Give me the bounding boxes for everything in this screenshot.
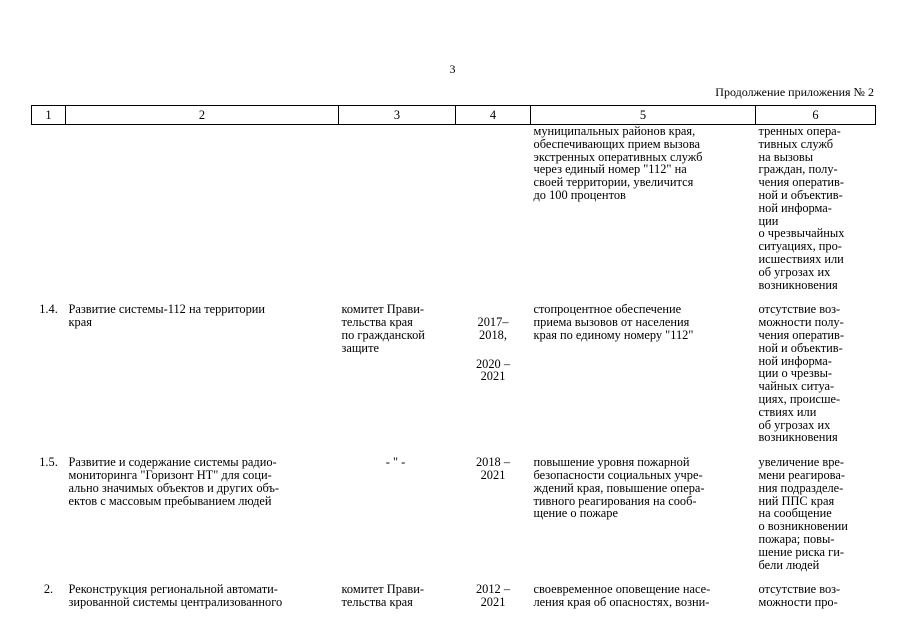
table-row [32,583,876,609]
consequence: отсутствие воз- можности полу- чения оператив- ной и объектив- ной информа- ции о чрезвы- чайных ситуа- циях, происше- ствиях или об угрозах их возникновения [758,302,845,445]
consequence: тренных опера- тивных служб на вызовы граждан, полу- чения оператив- ной и объектив- ной информа- ции о чрезвычайных ситуациях, про- исшествиях или об угрозах их возникновения [758,124,845,292]
table-row [32,125,876,292]
column-header-6: 6 [756,106,876,125]
consequence: отсутствие воз- можности про- [758,582,841,610]
executor: комитет Прави- тельства края по гражданской защите [341,302,425,355]
period [456,303,531,444]
period: 2012 – 2021 [475,582,511,610]
period-line-1: 2017– 2018, [477,315,509,342]
executor [339,125,456,292]
measure-name: Реконструкция региональной автомати- зированной системы централизованного [68,582,283,610]
period-line-2: 2020 – 2021 [475,356,511,384]
measure-name: Развитие системы-112 на территории края [68,302,266,330]
appendix-table [31,105,876,609]
executor: комитет Прави- тельства края [341,582,424,610]
expected-result: повышение уровня пожарной безопасности социальных учре- ждений края, повышение опера- тивного реагирования на сооб- щение о пожаре [533,455,705,521]
continuation-note: Продолжение приложения № 2 [715,85,874,99]
period: 2018 – 2021 [475,455,511,482]
row-number: 1.4. [39,302,58,317]
table-header [32,106,876,125]
column-header-2: 2 [66,106,339,125]
expected-result: своевременное оповещение насе- ления края об опасностях, возни- [533,582,711,610]
row-number: 1.5. [39,455,58,470]
executor: - " - [385,455,406,470]
page-number: 3 [449,62,456,76]
measure-name: Развитие и содержание системы радио- мониторинга "Горизонт НТ" для соци- ально значимых объектов и других объ- ектов с массовым пребыванием людей [68,455,280,508]
measure-name [66,125,339,292]
table-row [32,456,876,571]
consequence: увеличение вре- мени реагирова- ния подразделе- ний ППС края на сообщение о возникновении пожара; повы- шение риска ги- бели людей [758,455,848,572]
expected-result: муниципальных районов края, обеспечивающих прием вызова экстренных оперативных служб через единый номер "112" на своей территории, увеличится до 100 процентов [533,124,703,202]
column-header-1: 1 [32,106,66,125]
column-header-3: 3 [339,106,456,125]
column-header-4: 4 [456,106,531,125]
row-number: 2. [43,582,54,597]
period [456,125,531,292]
expected-result: стопроцентное обеспечение приема вызовов от населения края по единому номеру "112" [533,302,694,342]
column-header-5: 5 [531,106,756,125]
row-number [32,125,66,292]
table-row [32,303,876,444]
